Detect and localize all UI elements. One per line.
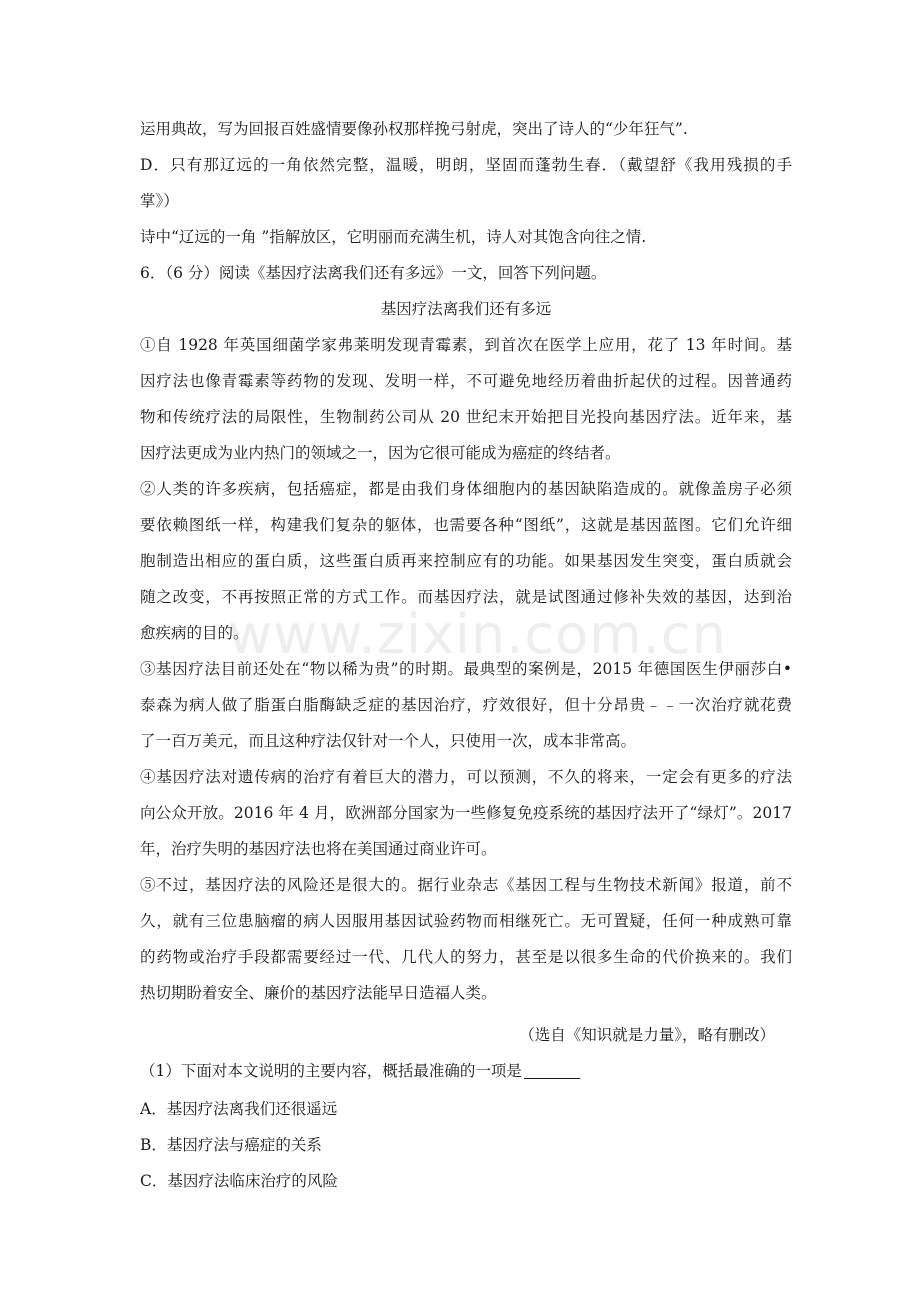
text-line: 运用典故，写为回报百姓盛情要像孙权那样挽弓射虎，突出了诗人的“少年狂气”. [140,120,688,138]
paragraph-1-line: 物和传统疗法的局限性，生物制药公司从 20 世纪末开始把目光投向基因疗法。近年来，基 [140,408,792,426]
paragraph-2-line: 胞制造出相应的蛋白质，这些蛋白质再来控制应有的功能。如果基因发生突变，蛋白质就会 [140,552,792,570]
paragraph-5-line: 久，就有三位患脑瘤的病人因服用基因试验药物而相继死亡。无可置疑，任何一种成熟可靠 [140,912,792,930]
text-line: 掌》） [140,192,179,210]
option-d-line: D．只有那辽远的一角依然完整，温暖，明朗，坚固而蓬勃生春．（戴望舒《我用残损的手 [140,156,792,174]
paragraph-3-line: 了一百万美元，而且这种疗法仅针对一个人，只使用一次，成本非常高。 [140,732,637,750]
paragraph-4-line: 年，治疗失明的基因疗法也将在美国通过商业许可。 [140,840,497,858]
paragraph-1-line: ①自 1928 年英国细菌学家弗莱明发现青霉素，到首次在医学上应用，花了 13 年时间。基 [140,336,792,354]
paragraph-5-line: 的药物或治疗手段都需要经过一代、几代人的努力，甚至是以很多生命的代价换来的。我们 [140,948,792,966]
option-c: C．基因疗法临床治疗的风险 [140,1172,338,1190]
paragraph-2-line: ②人类的许多疾病，包括癌症，都是由我们身体细胞内的基因缺陷造成的。就像盖房子必须 [140,480,792,498]
sub-question-1-text: （1）下面对本文说明的主要内容，概括最准确的一项是 [140,1062,522,1080]
paragraph-5-line: 热切期盼着安全、廉价的基因疗法能早日造福人类。 [140,984,497,1002]
paragraph-3-line: 泰森为病人做了脂蛋白脂酶缺乏症的基因治疗，疗效很好，但十分昂贵﹣﹣一次治疗就花费 [140,696,792,714]
paragraph-1-line: 因疗法也像青霉素等药物的发现、发明一样，不可避免地经历着曲折起伏的过程。因普通药 [140,372,792,390]
paragraph-2-line: 要依赖图纸一样，构建我们复杂的躯体，也需要各种“图纸”，这就是基因蓝图。它们允许细 [140,516,792,534]
sub-question-1 [140,1060,792,1082]
paragraph-2-line: 愈疾病的目的。 [140,624,249,642]
paragraph-1-line: 因疗法更成为业内热门的领域之一，因为它很可能成为癌症的终结者。 [140,444,621,462]
paragraph-4-line: 向公众开放。2016 年 4 月，欧洲部分国家为一些修复免疫系统的基因疗法开了“绿灯”。2017 [140,804,792,822]
source-citation: （选自《知识就是力量》，略有删改） [519,1026,775,1044]
answer-blank [524,1077,580,1079]
option-a: A．基因疗法离我们还很遥远 [140,1100,338,1118]
question-6-heading: 6．（6 分）阅读《基因疗法离我们还有多远》一文，回答下列问题。 [140,264,607,282]
text-line: 诗中“辽远的一角 ”指解放区，它明丽而充满生机，诗人对其饱含向往之情. [140,228,647,246]
paragraph-3-line: ③基因疗法目前还处在“物以稀为贵”的时期。最典型的案例是，2015 年德国医生伊丽莎白• [140,660,792,678]
article-title: 基因疗法离我们还有多远 [380,300,552,318]
paragraph-5-line: ⑤不过，基因疗法的风险还是很大的。据行业杂志《基因工程与生物技术新闻》报道，前不 [140,876,792,894]
paragraph-4-line: ④基因疗法对遗传病的治疗有着巨大的潜力，可以预测，不久的将来，一定会有更多的疗法 [140,768,792,786]
watermark: www.zixin.com.cn [228,603,727,666]
paragraph-2-line: 随之改变，不再按照正常的方式工作。而基因疗法，就是试图通过修补失效的基因，达到治 [140,588,792,606]
option-b: B．基因疗法与癌症的关系 [140,1136,322,1154]
